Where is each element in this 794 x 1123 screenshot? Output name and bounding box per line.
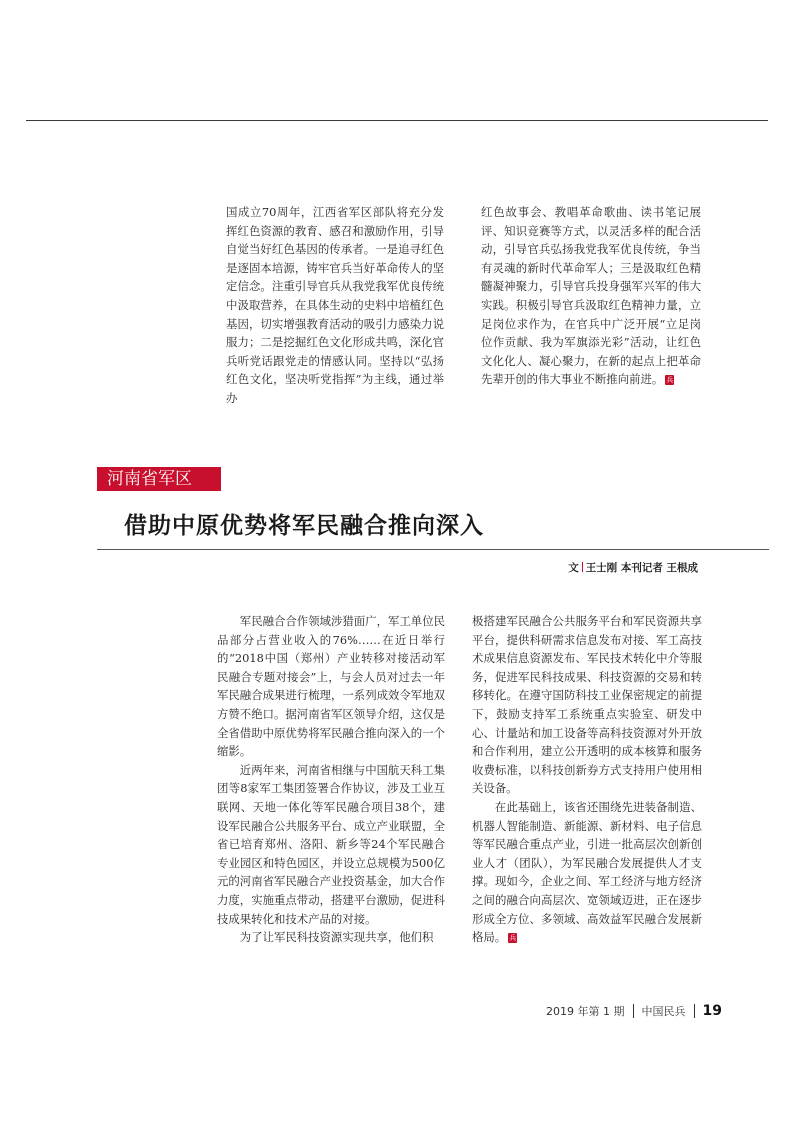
article-last-text: 在此基础上，该省还围绕先进装备制造、机器人智能制造、新能源、新材料、电子信息等军民融合重点产业，引进一批高层次创新创业人才（团队），为军民融合发展提供人才支撑。现如今，企业之间、军工经济与地方经济之间的融合向高层次、宽领域迈进，正在逐步形成全方位、多领域、高效益军民融合发展新格局。	[472, 799, 702, 945]
footer-divider	[633, 1004, 634, 1018]
article-right-column	[472, 612, 702, 947]
top-left-column	[226, 203, 444, 408]
magazine-name: 中国民兵	[641, 1005, 686, 1018]
top-right-text: 红色故事会、教唱革命歌曲、读书笔记展评、知识竞赛等方式，以灵活多样的配合活动，引导官兵弘扬我党我军优良传统，争当有灵魂的新时代革命军人；三是汲取红色精髓凝神聚力，引导官兵投身强军兴军的伟大实践。积极引导官兵汲取红色精神力量，立足岗位求作为，在官兵中广泛开展“立足岗位作贡献、我为军旗添光彩”活动，让红色文化化人、凝心聚力，在新的起点上把革命先辈开创的伟大事业不断推向前进。	[481, 205, 701, 387]
headline-rule	[97, 549, 769, 550]
article-left-column	[217, 612, 445, 947]
article-headline: 借助中原优势将军民融合推向深入	[124, 513, 484, 539]
article-paragraph: 军民融合合作领域涉猎面广，军工单位民品部分占营业收入的76%……在近日举行的“2018中国（郑州）产业转移对接活动军民融合专题对接会”上，与会人员对过去一年军民融合成果进行梳理，一系列成效令军地双方赞不绝口。据河南省军区领导介绍，这仅是全省借助中原优势将军民融合推向深入的一个缩影。	[217, 614, 445, 759]
article-paragraph: 为了让军民科技资源实现共享，他们积	[239, 930, 434, 945]
end-mark-icon: 兵	[509, 934, 517, 943]
top-left-text: 国成立70周年，江西省军区部队将充分发挥红色资源的教育、感召和激励作用，引导自觉当好红色基因的传承者。一是追寻红色是逐固本培源，铸牢官兵当好革命传人的坚定信念。注重引导官兵从我党我军优良传统中汲取营养，在具体生动的史料中培植红色基因，切实增强教育活动的吸引力感染力说服力；二是挖掘红色文化形成共鸣，深化官兵听党话跟党走的情感认同。坚持以“弘扬红色文化，坚决听党指挥”为主线，通过举办	[226, 205, 444, 405]
section-tag: 河南省军区	[97, 467, 221, 491]
byline-wen: 文	[568, 562, 579, 574]
end-mark-icon: 兵	[666, 376, 674, 385]
footer-divider	[694, 1004, 695, 1018]
article-last-paragraph	[472, 798, 702, 947]
byline	[568, 560, 698, 575]
byline-authors: 王士刚 本刊记者 王根成	[585, 562, 698, 574]
article-paragraph: 极搭建军民融合公共服务平台和军民资源共享平台，提供科研需求信息发布对接、军工高技术成果信息资源发布、军民技术转化中介等服务，促进军民科技成果、科技资源的交易和转移转化。在遵守国防科技工业保密规定的前提下，鼓励支持军工系统重点实验室、研发中心、计量站和加工设备等高科技资源对外开放和合作利用，建立公开透明的成本核算和服务收费标准，以科技创新券方式支持用户使用相关设备。	[472, 614, 702, 796]
top-right-column	[481, 203, 701, 389]
top-right-paragraph	[481, 203, 701, 389]
issue-label: 2019 年第 1 期	[546, 1005, 625, 1018]
article-paragraph: 近两年来，河南省相继与中国航天科工集团等8家军工集团签署合作协议，涉及工业互联网、天地一体化等军民融合项目38个，建设军民融合公共服务平台、成立产业联盟，全省已培育郑州、洛阳、新乡等24个军民融合专业园区和特色园区，并设立总规模为500亿元的河南省军民融合产业投资基金，加大合作力度，实施重点带动，搭建平台激励，促进科技成果转化和技术产品的对接。	[217, 762, 445, 926]
top-rule	[26, 120, 768, 121]
page-footer	[546, 1003, 722, 1019]
byline-divider	[582, 562, 583, 572]
page-number: 19	[702, 1003, 722, 1019]
